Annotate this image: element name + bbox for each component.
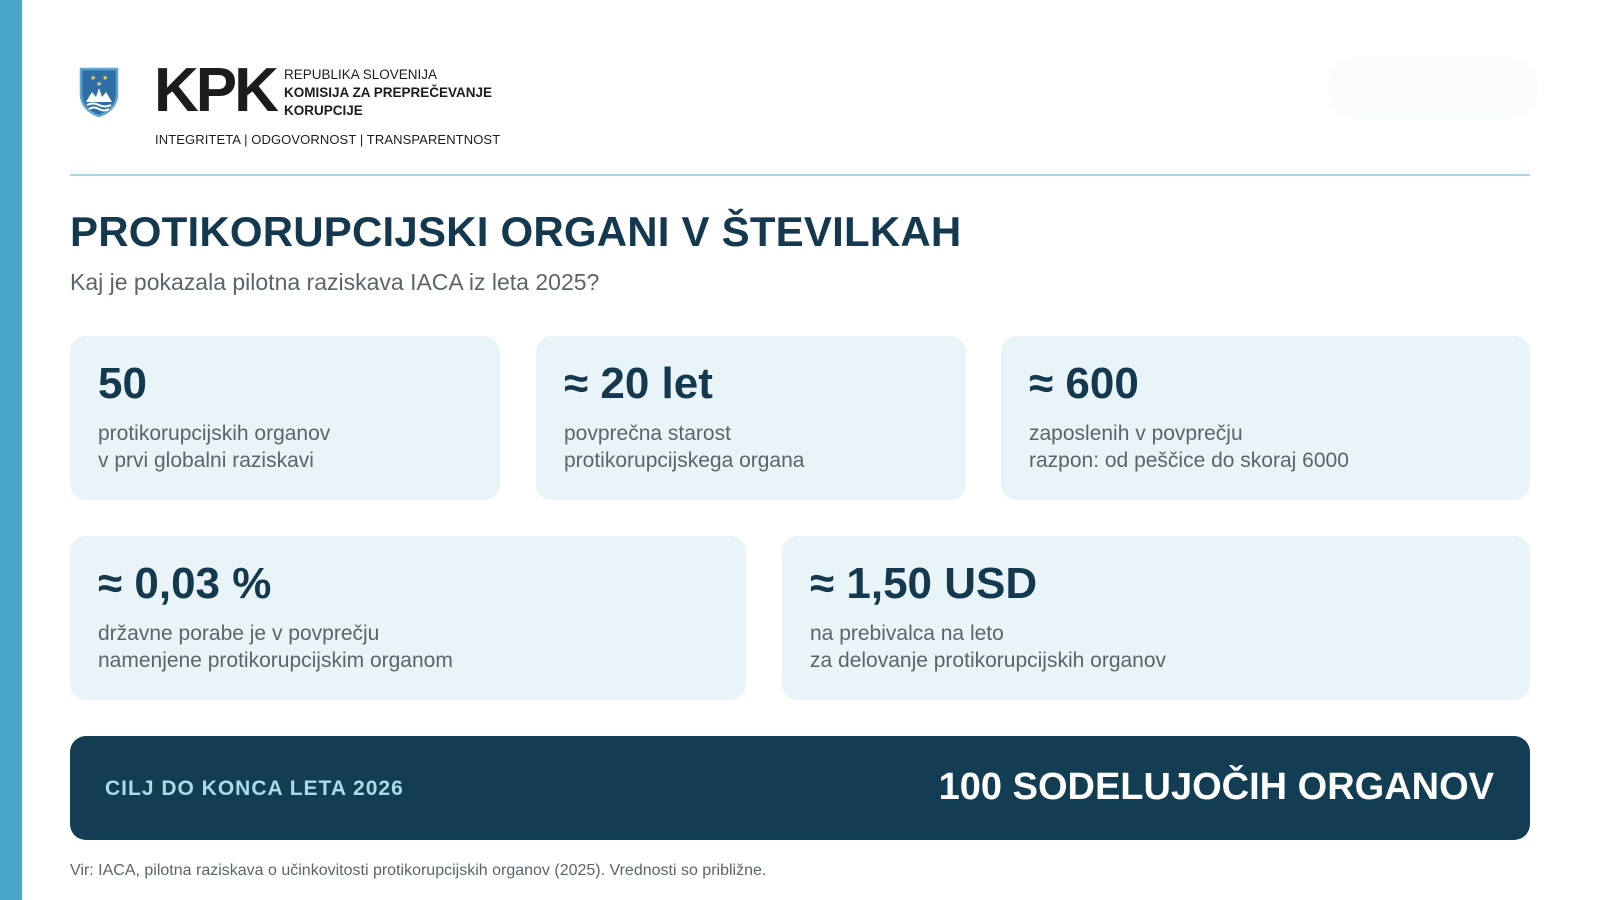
svg-text:★: ★ bbox=[102, 74, 109, 82]
stat-desc-line: protikorupcijskih organov bbox=[98, 422, 331, 445]
stat-value: ≈ 600 bbox=[1029, 359, 1139, 408]
stat-desc-line: povprečna starost bbox=[564, 422, 731, 445]
goal-label: CILJ DO KONCA LETA 2026 bbox=[105, 777, 404, 800]
page-subtitle: Kaj je pokazala pilotna raziskava IACA iz leta 2025? bbox=[70, 269, 600, 295]
logo-line-1: REPUBLIKA SLOVENIJA bbox=[284, 67, 438, 82]
stat-card-per-capita bbox=[782, 536, 1530, 700]
stat-value: ≈ 0,03 % bbox=[98, 559, 272, 608]
stat-card-organs bbox=[70, 336, 500, 500]
stat-description bbox=[1029, 420, 1502, 474]
stat-desc-line: razpon: od peščice do skoraj 6000 bbox=[1029, 449, 1349, 472]
stat-desc-line: državne porabe je v povprečju bbox=[98, 622, 380, 645]
stat-desc-line: za delovanje protikorupcijskih organov bbox=[810, 649, 1167, 672]
svg-text:★: ★ bbox=[90, 74, 97, 82]
logo-org-name bbox=[284, 66, 524, 120]
source-note: Vir: IACA, pilotna raziskava o učinkovitosti protikorupcijskih organov (2025). Vrednosti so približne. bbox=[70, 862, 767, 879]
stat-description bbox=[564, 420, 938, 474]
stat-desc-line: na prebivalca na leto bbox=[810, 622, 1004, 645]
logo-tagline: INTEGRITETA | ODGOVORNOST | TRANSPARENTNOST bbox=[155, 132, 501, 147]
stat-card-employees bbox=[1001, 336, 1530, 500]
logo-abbreviation: KPK bbox=[154, 56, 276, 125]
stat-description bbox=[810, 620, 1502, 674]
accent-side-bar bbox=[0, 0, 22, 900]
logo-line-3: KORUPCIJE bbox=[284, 103, 363, 118]
stat-card-age bbox=[536, 336, 966, 500]
stat-desc-line: protikorupcijskega organa bbox=[564, 449, 805, 472]
faded-logo-placeholder bbox=[1328, 58, 1538, 118]
stat-desc-line: zaposlenih v povprečju bbox=[1029, 422, 1243, 445]
stat-description bbox=[98, 620, 718, 674]
logo-line-2: KOMISIJA ZA PREPREČEVANJE bbox=[284, 85, 493, 100]
stat-value: 50 bbox=[98, 359, 147, 408]
stat-description bbox=[98, 420, 472, 474]
goal-banner bbox=[70, 736, 1530, 840]
page-title: PROTIKORUPCIJSKI ORGANI V ŠTEVILKAH bbox=[70, 208, 962, 255]
svg-text:★: ★ bbox=[96, 80, 103, 88]
stat-value: ≈ 20 let bbox=[564, 359, 713, 408]
stat-value: ≈ 1,50 USD bbox=[810, 559, 1038, 608]
goal-value: 100 SODELUJOČIH ORGANOV bbox=[938, 766, 1494, 808]
stat-desc-line: v prvi globalni raziskavi bbox=[98, 449, 314, 472]
header-divider bbox=[70, 174, 1530, 176]
stat-card-spending-share bbox=[70, 536, 746, 700]
stat-desc-line: namenjene protikorupcijskim organom bbox=[98, 649, 453, 672]
slovenia-crest-icon bbox=[78, 66, 120, 118]
